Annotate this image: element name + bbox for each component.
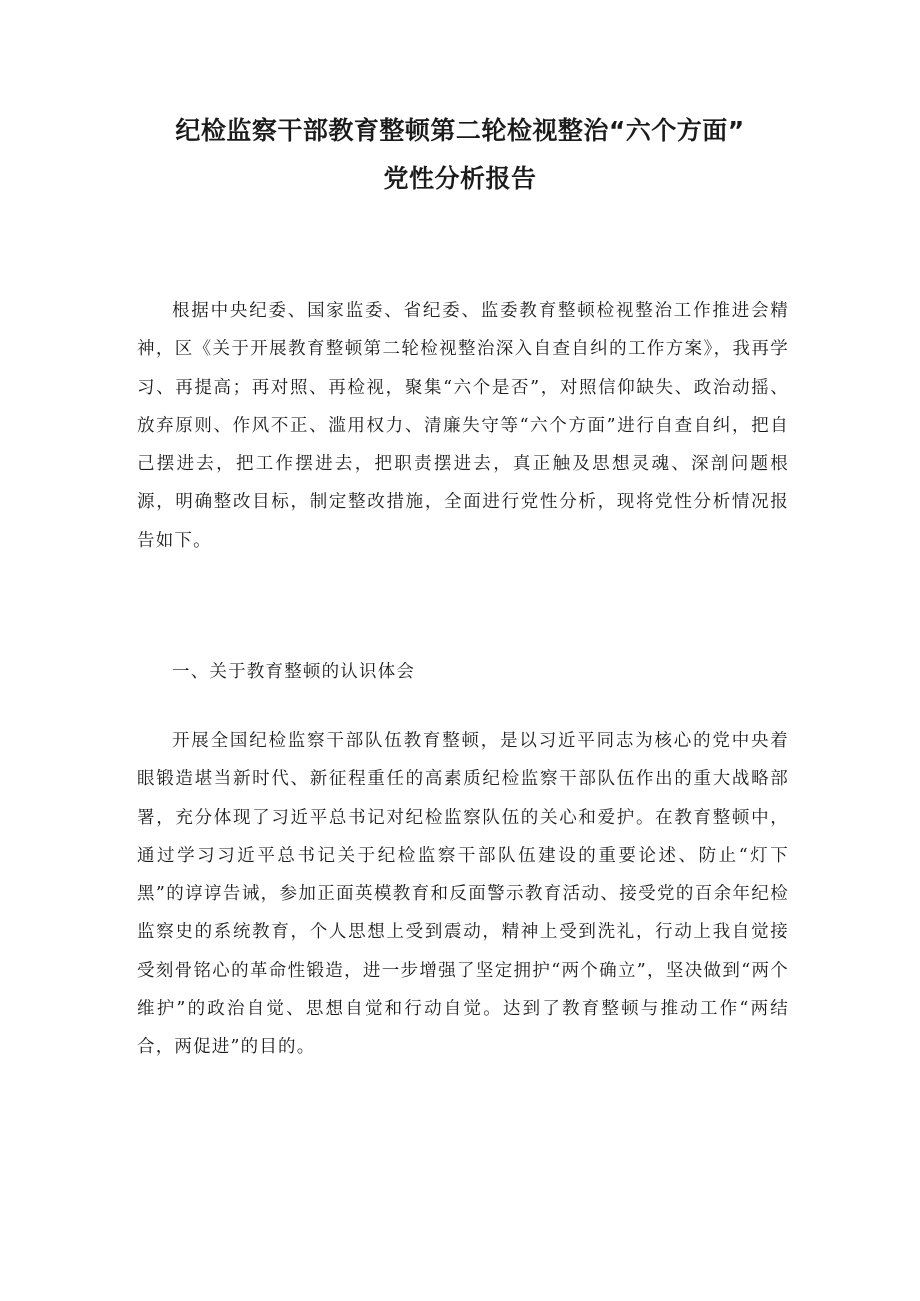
document-title-line-1: 纪检监察干部教育整顿第二轮检视整治“六个方面” [175,116,745,145]
document-title-line-2: 党性分析报告 [383,164,537,193]
section-heading-1: 一、关于教育整顿的认识体会 [172,662,416,682]
section-1-paragraph: 开展全国纪检监察干部队伍教育整顿，是以习近平同志为核心的党中央着眼锻造堪当新时代、新征程重任的高素质纪检监察干部队伍作出的重大战略部署，充分体现了习近平总书记对纪检监察队伍的关心和爱护。在教育整顿中，通过学习习近平总书记关于纪检监察干部队伍建设的重要论述、防止“灯下黑”的谆谆告诫，参加正面英模教育和反面警示教育活动、接受党的百余年纪检监察史的系统教育，个人思想上受到震动，精神上受到洗礼，行动上我自觉接受刻骨铭心的革命性锻造，进一步增强了坚定拥护“两个确立”，坚决做到“两个维护”的政治自觉、思想自觉和行动自觉。达到了教育整顿与推动工作“两结合，两促进”的目的。 [137,731,789,1058]
intro-paragraph: 根据中央纪委、国家监委、省纪委、监委教育整顿检视整治工作推进会精神，区《关于开展教育整顿第二轮检视整治深入自查自纠的工作方案》，我再学习、再提高；再对照、再检视，聚集“六个是否”，对照信仰缺失、政治动摇、放弃原则、作风不正、滥用权力、清廉失守等“六个方面”进行自查自纠，把自己摆进去，把工作摆进去，把职责摆进去，真正触及思想灵魂、深剖问题根源，明确整改目标，制定整改措施，全面进行党性分析，现将党性分析情况报告如下。 [137,301,789,551]
